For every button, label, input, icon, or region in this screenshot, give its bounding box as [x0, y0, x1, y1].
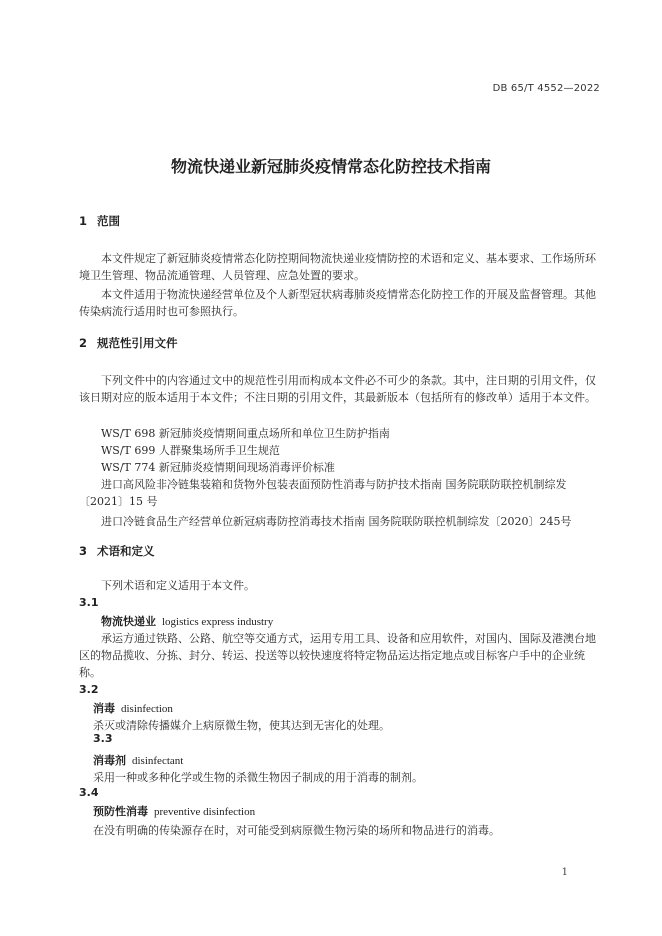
reference-item: WS/T 699 人群聚集场所手卫生规范 [101, 444, 280, 457]
terms-intro: 下列术语和定义适用于本文件。 [101, 579, 255, 592]
reference-item: WS/T 698 新冠肺炎疫情期间重点场所和单位卫生防护指南 [101, 427, 390, 440]
scope-paragraph-1: 本文件规定了新冠肺炎疫情常态化防控期间物流快递业疫情防控的术语和定义、基本要求、工作场所环境卫生管理、物品流通管理、人员管理、应急处置的要求。 [79, 252, 596, 282]
section-1-heading [79, 213, 120, 229]
scope-paragraph-2: 本文件适用于物流快递经营单位及个人新型冠状病毒肺炎疫情常态化防控工作的开展及监督管理。其他传染病流行适用时也可参照执行。 [79, 288, 596, 318]
reference-item: 进口高风险非冷链集装箱和货物外包装表面预防性消毒与防护技术指南 国务院联防联控机制综发〔2021〕15 号 [79, 478, 567, 508]
reference-item: WS/T 774 新冠肺炎疫情期间现场消毒评价标准 [101, 461, 335, 474]
term-en: disinfection [121, 703, 173, 715]
section-number: 3 [79, 544, 88, 558]
term-heading [93, 700, 173, 716]
clause-number: 3.3 [93, 732, 113, 745]
clause-number: 3.2 [79, 683, 99, 696]
term-definition: 采用一种或多种化学或生物的杀微生物因子制成的用于消毒的制剂。 [93, 771, 423, 784]
term-zh: 物流快递业 [101, 615, 156, 628]
section-2-heading [79, 335, 178, 351]
section-title: 规范性引用文件 [97, 336, 178, 350]
term-en: logistics express industry [162, 616, 274, 628]
clause-number: 3.1 [79, 596, 99, 609]
term-heading [101, 613, 273, 629]
term-en: disinfectant [132, 755, 184, 767]
term-zh: 消毒剂 [93, 754, 126, 767]
term-definition: 杀灭或清除传播媒介上病原微生物，使其达到无害化的处理。 [93, 719, 390, 732]
term-zh: 预防性消毒 [93, 805, 148, 818]
document-title: 物流快递业新冠肺炎疫情常态化防控技术指南 [170, 157, 491, 176]
section-number: 2 [79, 336, 88, 350]
section-title: 范围 [97, 214, 120, 228]
term-en: preventive disinfection [154, 806, 256, 818]
term-heading [93, 803, 255, 819]
term-heading [93, 752, 183, 768]
page-number: 1 [561, 867, 568, 878]
standard-code: DB 65/T 4552—2022 [492, 83, 600, 94]
reference-item: 进口冷链食品生产经营单位新冠病毒防控消毒技术指南 国务院联防联控机制综发〔2020〕245号 [101, 515, 572, 528]
section-number: 1 [79, 214, 88, 228]
term-definition: 承运方通过铁路、公路、航空等交通方式，运用专用工具、设备和应用软件，对国内、国际及港澳台地区的物品揽收、分拣、封分、转运、投送等以较快速度将特定物品运达指定地点或目标客户手中的企业统称。 [79, 632, 596, 679]
clause-number: 3.4 [79, 786, 99, 799]
refs-intro: 下列文件中的内容通过文中的规范性引用而构成本文件必不可少的条款。其中，注日期的引用文件，仅该日期对应的版本适用于本文件；不注日期的引用文件，其最新版本（包括所有的修改单）适用于本文件。 [79, 374, 596, 404]
section-3-heading [79, 543, 155, 559]
term-zh: 消毒 [93, 702, 115, 715]
term-definition: 在没有明确的传染源存在时，对可能受到病原微生物污染的场所和物品进行的消毒。 [93, 824, 500, 837]
section-title: 术语和定义 [97, 544, 155, 558]
